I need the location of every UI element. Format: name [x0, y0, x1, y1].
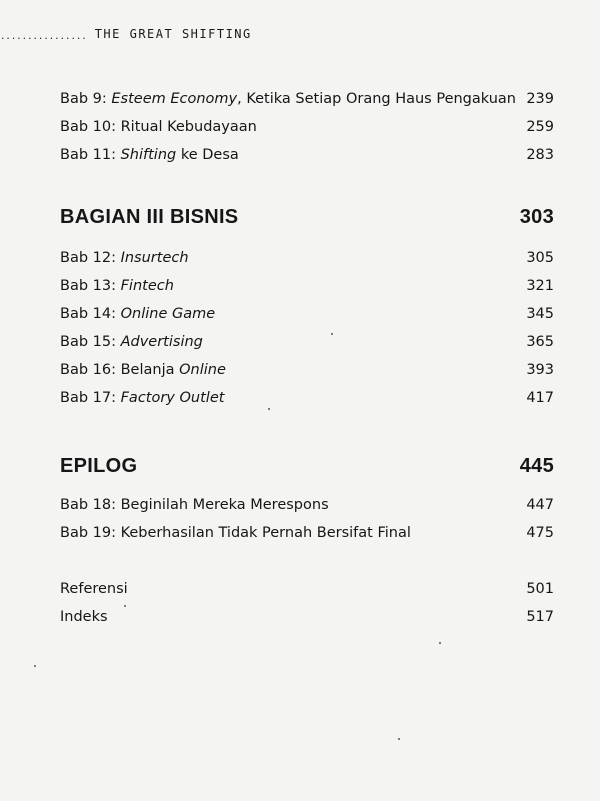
- toc-entry-bab-17[interactable]: [60, 388, 554, 408]
- entry-title: Bab 13: Fintech: [60, 278, 174, 294]
- part-title: BAGIAN III BISNIS: [60, 206, 239, 228]
- entry-title: Referensi: [60, 581, 128, 597]
- scan-speck: [268, 408, 270, 410]
- toc-entry-indeks[interactable]: [60, 607, 554, 627]
- scan-speck: [331, 333, 333, 335]
- entry-title: Bab 11: Shifting ke Desa: [60, 147, 239, 163]
- entry-page: 417: [526, 390, 554, 406]
- toc-entry-bab-9[interactable]: [60, 89, 554, 109]
- entry-page: 447: [526, 497, 554, 513]
- toc-entry-bab-13[interactable]: [60, 276, 554, 296]
- entry-title: Bab 12: Insurtech: [60, 250, 189, 266]
- leader-dots: ................: [0, 32, 87, 42]
- entry-title: Bab 17: Factory Outlet: [60, 390, 225, 406]
- part-page: 445: [519, 455, 554, 477]
- entry-title: Bab 18: Beginilah Mereka Merespons: [60, 497, 329, 513]
- entry-title: Bab 15: Advertising: [60, 334, 203, 350]
- scan-speck: [439, 642, 441, 644]
- toc-entry-bab-14[interactable]: [60, 304, 554, 324]
- toc-entry-bab-11[interactable]: [60, 145, 554, 165]
- toc-entry-bab-16[interactable]: [60, 360, 554, 380]
- toc-entry-bab-12[interactable]: [60, 248, 554, 268]
- entry-title: Bab 14: Online Game: [60, 306, 216, 322]
- entry-title: Bab 16: Belanja Online: [60, 362, 226, 378]
- toc-entry-referensi[interactable]: [60, 579, 554, 599]
- scan-speck: [124, 605, 126, 607]
- entry-page: 517: [526, 609, 554, 625]
- book-title: THE GREAT SHIFTING: [94, 27, 252, 41]
- toc-entry-bab-19[interactable]: [60, 523, 554, 543]
- part-title: EPILOG: [60, 455, 138, 477]
- entry-page: 259: [526, 119, 554, 135]
- toc-entry-bab-18[interactable]: [60, 495, 554, 515]
- entry-page: 475: [526, 525, 554, 541]
- toc-entry-bab-10[interactable]: [60, 117, 554, 137]
- entry-title: Bab 19: Keberhasilan Tidak Pernah Bersifat Final: [60, 525, 411, 541]
- entry-page: 393: [526, 362, 554, 378]
- entry-page: 283: [526, 147, 554, 163]
- entry-page: 345: [526, 306, 554, 322]
- entry-title: Indeks: [60, 609, 108, 625]
- entry-page: 365: [526, 334, 554, 350]
- entry-title: Bab 10: Ritual Kebudayaan: [60, 119, 257, 135]
- scan-speck: [398, 738, 400, 740]
- part-page: 303: [519, 206, 554, 228]
- scan-speck: [34, 665, 36, 667]
- toc-entry-bab-15[interactable]: [60, 332, 554, 352]
- toc-part-epilog[interactable]: [60, 454, 554, 478]
- entry-title: Bab 9: Esteem Economy, Ketika Setiap Orang Haus Pengakuan: [60, 91, 516, 107]
- toc-part-bagian-iii[interactable]: [60, 205, 554, 229]
- entry-page: 501: [526, 581, 554, 597]
- entry-page: 321: [526, 278, 554, 294]
- entry-page: 239: [526, 91, 554, 107]
- running-head: [0, 24, 252, 44]
- entry-page: 305: [526, 250, 554, 266]
